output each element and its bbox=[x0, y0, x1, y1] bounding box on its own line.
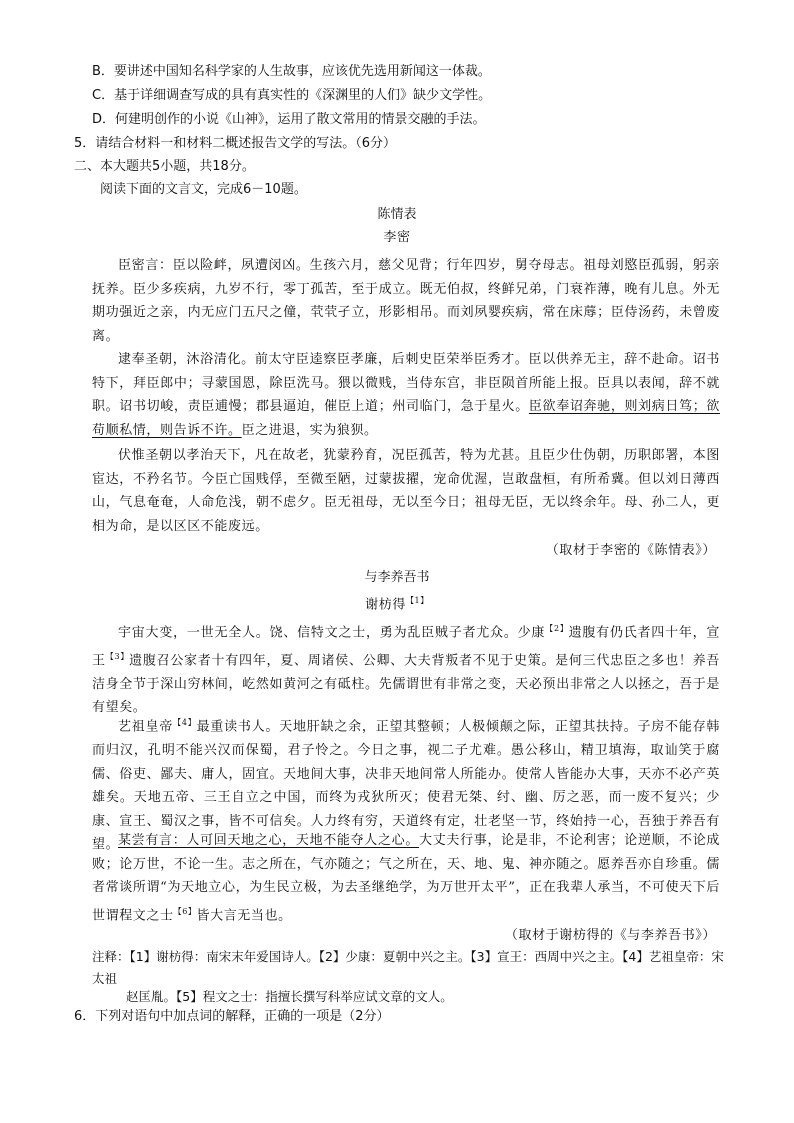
option-b: B．要讲述中国知名科学家的人生故事，应该优先选用新闻这一体裁。 bbox=[92, 64, 491, 79]
text2-paragraph-1 bbox=[92, 617, 720, 720]
text2-p3-underlined: 某尝有言：人可回天地之心，天地不能夺人之心。 bbox=[118, 833, 420, 848]
text2-p1-s3: 遗腹召公家者十有四年，夏、周诸侯、公卿、大夫背叛者不见于史策。是何三代忠臣之多也！养吾洁身全节于深山穷林间，屹然如黄河之有砥柱。先儒谓世有非常之变，天必预出非常之人以拯之，吾于是有望矣。 bbox=[92, 653, 720, 716]
text1-paragraph-2 bbox=[92, 348, 720, 442]
note-marker-6: 【6】 bbox=[173, 906, 197, 916]
text2-paragraph-3 bbox=[92, 829, 720, 928]
note-marker-2: 【2】 bbox=[545, 624, 569, 633]
option-c: C．基于详细调查写成的具有真实性的《深渊里的人们》缺少文学性。 bbox=[92, 88, 492, 103]
text1-author: 李密 bbox=[383, 230, 411, 245]
text1-paragraph-3: 伏惟圣朝以孝治天下，凡在故老，犹蒙矜育，况臣孤苦，特为尤甚。且臣少仕伪朝，历职郎署，本图宦达，不矜名节。今臣亡国贱俘，至微至陋，过蒙拔擢，宠命优渥，岂敢盘桓，有所希冀。但以刘日薄西山，气息奄奄，人命危浅，朝不虑夕。臣无祖母，无以至今日；祖母无臣，无以终余年。母、孙二人，更相为命，是以区区不能废远。 bbox=[92, 448, 720, 534]
text1-paragraph-1: 臣密言：臣以险衅，夙遭闵凶。生孩六月，慈父见背；行年四岁，舅夺母志。祖母刘愍臣孤弱，躬亲抚养。臣少多疾病，九岁不行，零丁孤苦，至于成立。既无伯叔，终鲜兄弟，门衰祚薄，晚有儿息。外无期功强近之亲，内无应门五尺之僮，茕茕孑立，形影相吊。而刘夙婴疾病，常在床蓐；臣侍汤药，未曾废离。 bbox=[92, 258, 720, 344]
text2-author bbox=[0, 591, 794, 615]
option-d: D．何建明创作的小说《山神》，运用了散文常用的情景交融的手法。 bbox=[92, 112, 486, 127]
note-marker-4: 【4】 bbox=[173, 718, 197, 727]
text2-p2-s2: 最重读书人。天地肝缺之余，正望其整顿；人极倾颠之际，正望其扶持。子房不能存韩而归汉，孔明不能兴汉而保蜀，君子怜之。今日之事，视二子尤难。愚公移山，精卫填海，取讪笑于腐儒、俗吏、鄙夫、庸人，固宜。天地间大事，决非天地间常人所能办。使常人皆能办大事，天亦不必产英雄矣。天地五帝、三王自立之中国，而终为戎狄所灭；使君无桀、纣、幽、厉之恶，而一废不复兴；少康、宣王、蜀汉之事，皆不可信矣。人力终有穷，天道终有定，壮老坚一节，终始持一心，吾独于养吾有望。 bbox=[92, 719, 720, 853]
text2-p1-s2: 遗腹有仍氏者四十年，宣王 bbox=[92, 625, 721, 669]
section-2-heading: 二、本大题共5小题，共18分。 bbox=[74, 159, 255, 174]
text2-title: 与李养吾书 bbox=[364, 570, 430, 585]
text1-p2-part-a: 逮奉圣朝，沐浴清化。前太守臣逵察臣孝廉，后刺史臣荣举臣秀才。臣以供养无主，辞不赴命。诏书特下，拜臣郎中；寻蒙国恩，除臣洗马。猥以微贱，当侍东宫，非臣陨首所能上报。臣具以表闻，辞不就职。诏书切峻，责臣逋慢；郡县逼迫，催臣上道；州司临门，急于星火。 bbox=[92, 352, 720, 415]
reading-instruction: 阅读下面的文言文，完成6－10题。 bbox=[100, 182, 307, 197]
note-marker-3: 【3】 bbox=[105, 651, 130, 661]
text1-title: 陈情表 bbox=[377, 207, 417, 222]
text2-p3-part-a: 大丈夫行事，论是非，不论利害；论逆顺，不论成败；论万世，不论一生。志之所在，气亦随之；气之所在，天、地、鬼、神亦随之。愿养吾亦自珍重。儒者常谈所谓“为天地立心，为生民立极，为去圣继绝学，为万世开太平”，正在我辈人承当，不可使天下后世谓程文之士 bbox=[92, 833, 721, 924]
text1-p2-part-b: 臣之进退，实为狼狈。 bbox=[241, 422, 378, 438]
text2-author-name: 谢枋得 bbox=[365, 597, 406, 613]
annotations-line-1: 注释：【1】谢枋得：南宋末年爱国诗人。【2】少康：夏朝中兴之主。【3】宣王：西周中兴之主。【4】艺祖皇帝：宋太祖 bbox=[92, 949, 724, 986]
question-5: 5．请结合材料一和材料二概述报告文学的写法。（6分） bbox=[74, 136, 397, 151]
text2-p2-s1: 艺祖皇帝 bbox=[118, 719, 174, 735]
text2-source: （取材于谢枋得的《与李养吾书》） bbox=[504, 928, 716, 943]
note-marker-1: 【1】 bbox=[405, 596, 429, 605]
annotations-line-2: 赵匡胤。【5】程文之士：指擅长撰写科举应试文章的文人。 bbox=[126, 989, 453, 1004]
question-6: 6．下列对语句中加点词的解释，正确的一项是（2分） bbox=[74, 1009, 390, 1024]
text2-p1-s1: 宇宙大变，一世无全人。饶、信特文之士，勇为乱臣贼子者尤众。少康 bbox=[118, 625, 546, 641]
text1-source: （取材于李密的《陈情表》） bbox=[545, 543, 716, 558]
text2-p3-part-b: 皆大言无当也。 bbox=[196, 908, 292, 924]
text1-p2-underlined: 臣欲奉诏奔驰，则刘病日笃；欲苟顺私情，则告诉不许。 bbox=[92, 399, 720, 438]
